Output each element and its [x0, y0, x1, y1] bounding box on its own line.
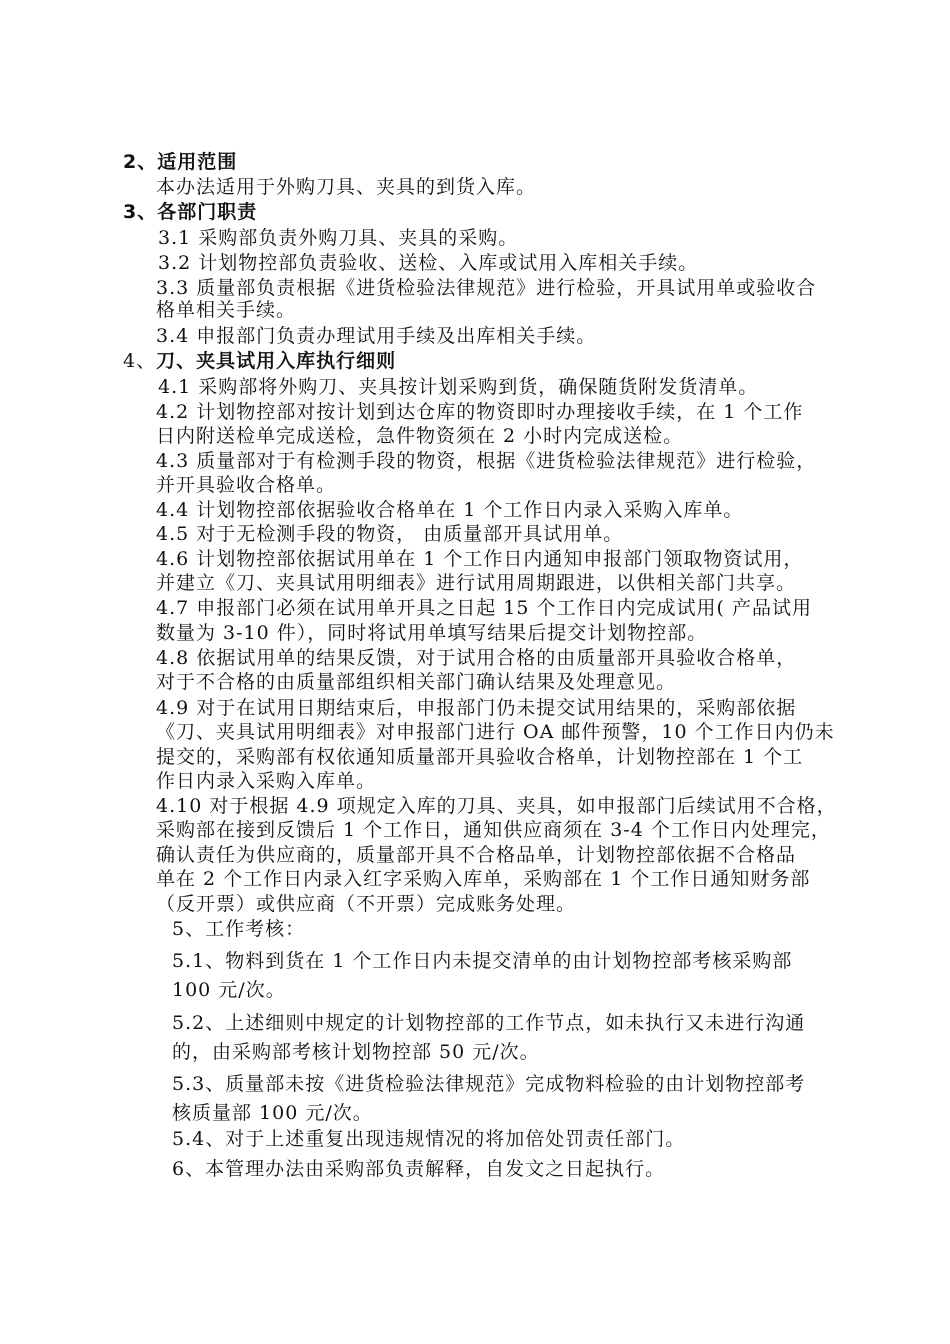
section-4-line-19: 采购部在接到反馈后 1 个工作日，通知供应商须在 3-4 个工作日内处理完，: [156, 819, 831, 841]
section-4-line-3: 日内附送检单完成送检，急件物资须在 2 小时内完成送检。: [156, 425, 684, 447]
section-5-line-4: 的，由采购部考核计划物控部 50 元/次。: [172, 1041, 540, 1063]
section-3-line-5: 3.4 申报部门负责办理试用手续及出库相关手续。: [156, 325, 597, 347]
section-4-line-12: 4.8 依据试用单的结果反馈，对于试用合格的由质量部开具验收合格单，: [156, 647, 797, 669]
section-4-line-15: 《刀、夹具试用明细表》对申报部门进行 OA 邮件预警，10 个工作日内仍未: [156, 721, 835, 743]
section-4-line-1: 4.1 采购部将外购刀、夹具按计划采购到货，确保随货附发货清单。: [158, 376, 759, 398]
section-4-line-16: 提交的，采购部有权依通知质量部开具验收合格单，计划物控部在 1 个工: [156, 746, 804, 768]
section-3-line-4: 格单相关手续。: [156, 299, 297, 321]
section-4-line-17: 作日内录入采购入库单。: [156, 770, 377, 792]
section-4-line-20: 确认责任为供应商的，质量部开具不合格品单，计划物控部依据不合格品: [156, 844, 797, 866]
section-5-line-1: 5.1、物料到货在 1 个工作日内未提交清单的由计划物控部考核采购部: [172, 950, 793, 972]
section-3-line-3: 3.3 质量部负责根据《进货检验法律规范》进行检验，开具试用单或验收合: [156, 277, 817, 299]
section-4-line-4: 4.3 质量部对于有检测手段的物资，根据《进货检验法律规范》进行检验，: [156, 450, 817, 472]
section-4-heading-text: 刀、夹具试用入库执行细则: [156, 350, 397, 372]
section-3-heading: 3、各部门职责: [123, 201, 258, 223]
section-4-line-2: 4.2 计划物控部对按计划到达仓库的物资即时办理接收手续，在 1 个工作: [156, 401, 804, 423]
section-5-line-2: 100 元/次。: [172, 979, 286, 1001]
section-5-heading: 5、工作考核：: [172, 918, 306, 940]
section-4-line-13: 对于不合格的由质量部组织相关部门确认结果及处理意见。: [156, 671, 677, 693]
section-2-line-1: 本办法适用于外购刀具、夹具的到货入库。: [156, 176, 537, 198]
section-3-line-2: 3.2 计划物控部负责验收、送检、入库或试用入库相关手续。: [158, 252, 699, 274]
section-4-line-11: 数量为 3-10 件），同时将试用单填写结果后提交计划物控部。: [156, 622, 708, 644]
section-5-line-6: 核质量部 100 元/次。: [172, 1102, 373, 1124]
section-4-line-5: 并开具验收合格单。: [156, 474, 337, 496]
section-4-line-7: 4.5 对于无检测手段的物资， 由质量部开具试用单。: [156, 523, 624, 545]
section-5-line-7: 5.4、对于上述重复出现违规情况的将加倍处罚责任部门。: [172, 1128, 686, 1150]
section-4-line-9: 并建立《刀、夹具试用明细表》进行试用周期跟进，以供相关部门共享。: [156, 572, 797, 594]
section-4-line-18: 4.10 对于根据 4.9 项规定入库的刀具、夹具，如申报部门后续试用不合格，: [156, 795, 837, 817]
section-6-line: 6、本管理办法由采购部负责解释，自发文之日起执行。: [172, 1158, 666, 1180]
section-3-line-1: 3.1 采购部负责外购刀具、夹具的采购。: [158, 227, 519, 249]
section-4-line-10: 4.7 申报部门必须在试用单开具之日起 15 个工作日内完成试用( 产品试用: [156, 597, 812, 619]
section-5-line-3: 5.2、上述细则中规定的计划物控部的工作节点，如未执行又未进行沟通: [172, 1012, 806, 1034]
section-4-line-8: 4.6 计划物控部依据试用单在 1 个工作日内通知申报部门领取物资试用，: [156, 548, 804, 570]
section-2-heading: 2、适用范围: [123, 151, 238, 173]
section-4-heading: [123, 349, 396, 373]
section-4-line-14: 4.9 对于在试用日期结束后，申报部门仍未提交试用结果的，采购部依据: [156, 697, 797, 719]
section-4-line-21: 单在 2 个工作日内录入红字采购入库单，采购部在 1 个工作日通知财务部: [156, 868, 811, 890]
section-4-heading-number: 4、: [123, 350, 157, 372]
section-4-line-22: （反开票）或供应商（不开票）完成账务处理。: [156, 893, 577, 915]
section-4-line-6: 4.4 计划物控部依据验收合格单在 1 个工作日内录入采购入库单。: [156, 499, 744, 521]
section-5-line-5: 5.3、质量部未按《进货检验法律规范》完成物料检验的由计划物控部考: [172, 1073, 806, 1095]
